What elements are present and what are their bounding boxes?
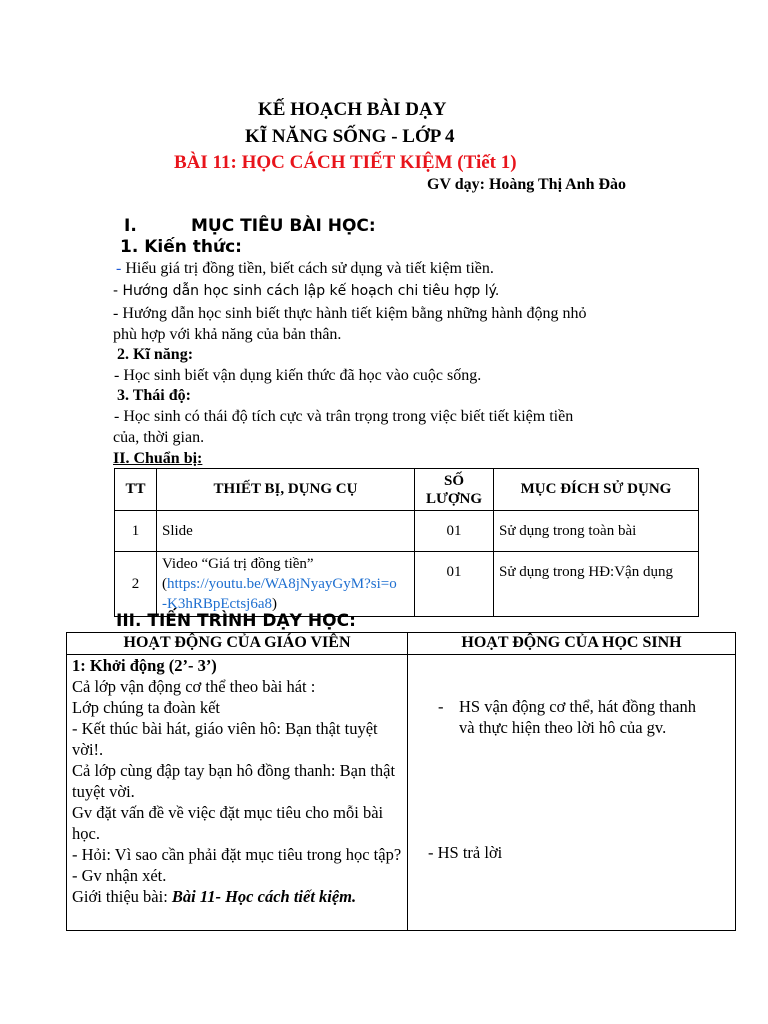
knowledge-line-2: - Hướng dẫn học sinh cách lập kế hoạch chi tiêu hợp lý. [113,283,500,299]
table-row [115,511,699,552]
row-item: Slide [157,511,415,552]
student-line-1: HS vận động cơ thể, hát đồng thanh [459,697,696,716]
knowledge-line-3b: phù hợp với khả năng của bản thân. [113,326,342,343]
row-purpose: Sử dụng trong HĐ:Vận dụng [494,552,699,617]
doc-title: KẾ HOẠCH BÀI DẠY [258,99,447,120]
teacher-line: - Hỏi: Vì sao cần phải đặt mục tiêu trong học tập? [72,845,402,864]
col-teacher-activity: HOẠT ĐỘNG CỦA GIÁO VIÊN [67,633,408,655]
row-tt: 2 [115,552,157,617]
activity-table [66,632,736,931]
col-tt: TT [115,469,157,511]
section-1-heading: MỤC TIÊU BÀI HỌC: [191,216,376,236]
skills-line: - Học sinh biết vận dụng kiến thức đã học vào cuộc sống. [114,367,482,384]
teacher-line: Cả lớp vận động cơ thể theo bài hát : [72,677,316,696]
attitude-line-2: của, thời gian. [113,429,205,446]
intro-line [72,886,402,907]
attitude-title: 3. Thái độ: [117,387,191,404]
attitude-line-1: - Học sinh có thái độ tích cực và trân trọng trong việc biết tiết kiệm tiền [114,408,574,425]
section-3-heading: III. TIẾN TRÌNH DẠY HỌC: [116,611,356,631]
video-link-wrap [162,574,397,614]
col-equipment: THIẾT BỊ, DỤNG CỤ [157,469,415,511]
student-line-2: và thực hiện theo lời hô của gv. [459,718,667,737]
row-qty: 01 [415,552,494,617]
col-quantity: SỐ LƯỢNG [415,469,494,511]
knowledge-line-1 [116,260,494,278]
teacher-line: Lớp chúng ta đoàn kết [72,698,221,717]
row-item: Video “Giá trị đồng tiền” [162,556,314,572]
section-2-heading: II. Chuẩn bị: [113,450,203,467]
intro-label: Giới thiệu bài: [72,887,172,906]
section-1-number: I. [124,216,137,236]
col-student-activity: HOẠT ĐỘNG CỦA HỌC SINH [408,633,736,655]
knowledge-line-3a: - Hướng dẫn học sinh biết thực hành tiết kiệm bằng những hành động nhỏ [113,305,587,322]
teacher-line: - Gv nhận xét. [72,866,167,885]
teacher-name: GV dạy: Hoàng Thị Anh Đào [427,176,627,193]
knowledge-title: 1. Kiến thức: [120,237,242,257]
paren-open: ( [162,576,167,592]
student-dash: - [438,697,444,716]
activity-title: 1: Khởi động (2’- 3’) [72,656,217,675]
lesson-title: BÀI 11: HỌC CÁCH TIẾT KIỆM (Tiết 1) [174,152,517,173]
preparation-table [114,468,699,617]
skills-title: 2. Kĩ năng: [117,346,194,363]
col-purpose: MỤC ĐÍCH SỬ DỤNG [494,469,699,511]
paren-close: ) [272,596,277,612]
knowledge-text-1: Hiểu giá trị đồng tiền, biết cách sử dụng và tiết kiệm tiền. [121,260,494,277]
knowledge-dash: - [116,260,122,277]
student-activity-cell [408,655,736,931]
teacher-activity-cell [67,655,408,931]
video-link[interactable]: https://youtu.be/WA8jNyayGyM?si=o-K3hRBpEctsj6a8 [162,576,397,612]
row-qty: 01 [415,511,494,552]
teacher-line: Gv đặt vấn đề về việc đặt mục tiêu cho mỗi bài học. [72,803,384,843]
student-answer: - HS trả lời [428,843,503,862]
teacher-line: Cả lớp cùng đập tay bạn hô đồng thanh: Bạn thật tuyệt vời. [72,761,396,801]
teacher-line: - Kết thúc bài hát, giáo viên hô: Bạn thật tuyệt vời!. [72,719,378,759]
row-purpose: Sử dụng trong toàn bài [494,511,699,552]
intro-lesson: Bài 11- Học cách tiết kiệm. [171,887,357,906]
doc-subject: KĨ NĂNG SỐNG - LỚP 4 [245,126,455,147]
row-tt: 1 [115,511,157,552]
table-row [115,552,699,617]
